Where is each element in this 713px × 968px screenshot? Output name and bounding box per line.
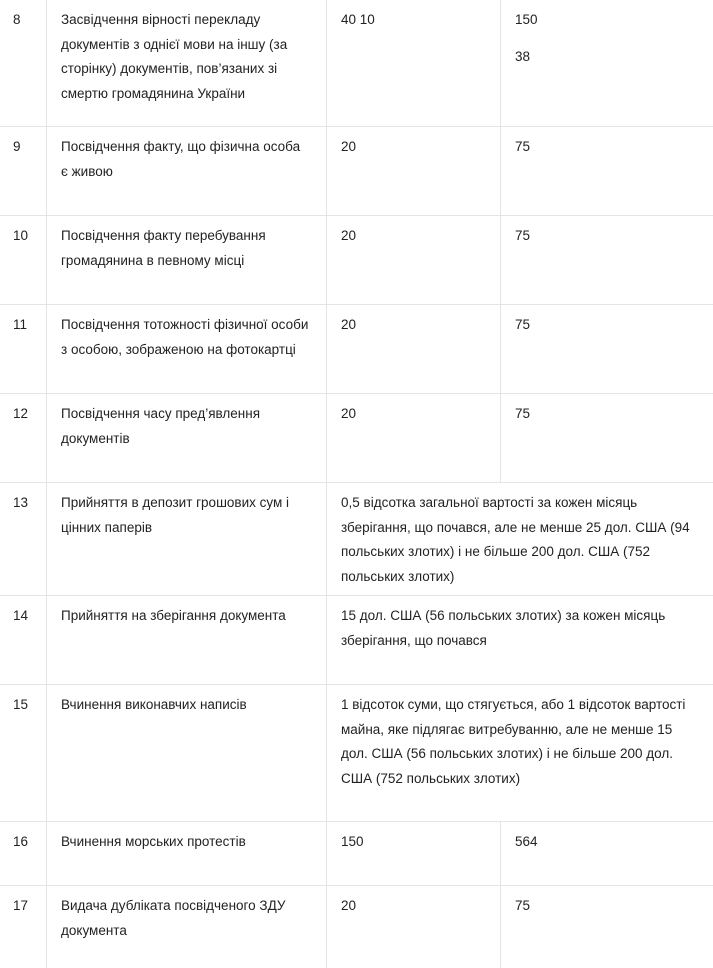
- fee-usd: 20: [327, 305, 501, 393]
- table-row: [0, 822, 713, 886]
- row-number: 16: [0, 822, 47, 885]
- fee-usd: 20: [327, 127, 501, 215]
- table-row: [0, 216, 713, 305]
- fee-usd: 150: [327, 822, 501, 885]
- row-number: 9: [0, 127, 47, 215]
- fee-pln: 564: [515, 834, 538, 849]
- service-name: Прийняття в депозит грошових сум і цінних паперів: [47, 483, 327, 595]
- table-row: [0, 394, 713, 483]
- table-row: [0, 0, 713, 127]
- table-row: [0, 886, 713, 968]
- table-row: [0, 483, 713, 596]
- fee-usd: 40 10: [327, 0, 501, 126]
- service-name: Вчинення виконавчих написів: [47, 685, 327, 821]
- table-row: [0, 596, 713, 685]
- row-number: 13: [0, 483, 47, 595]
- fee-pln: [501, 0, 713, 126]
- fee-pln: 75: [515, 898, 531, 913]
- fee-pln: 75: [515, 139, 531, 154]
- service-name: Посвідчення тотожності фізичної особи з особою, зображеною на фотокартці: [47, 305, 327, 393]
- row-number: 12: [0, 394, 47, 482]
- fee-usd: 20: [327, 216, 501, 304]
- row-number: 10: [0, 216, 47, 304]
- fee-pln: 75: [515, 317, 531, 332]
- service-name: Посвідчення факту, що фізична особа є живою: [47, 127, 327, 215]
- fee-description: 0,5 відсотка загальної вартості за кожен місяць зберігання, що почався, але не менше 25 дол. США (94 польських злотих) і не більше 200 дол. США (752 польських злотих): [341, 495, 690, 584]
- fee-description: 1 відсоток суми, що стягується, або 1 відсоток вартості майна, яке підлягає витребуванню, але не менше 15 дол. США (56 польських злотих) і не більше 200 дол. США (752 польських злотих): [341, 697, 686, 786]
- fee-pln-value-secondary: 38: [515, 48, 531, 64]
- row-number: 11: [0, 305, 47, 393]
- service-name: Видача дубліката посвідченого ЗДУ документа: [47, 886, 327, 968]
- service-name: Посвідчення часу пред’явлення документів: [47, 394, 327, 482]
- row-number: 15: [0, 685, 47, 821]
- fee-pln: 75: [515, 406, 531, 421]
- table-row: [0, 685, 713, 822]
- service-name: Посвідчення факту перебування громадянина в певному місці: [47, 216, 327, 304]
- fee-usd: 20: [327, 886, 501, 968]
- service-name: Вчинення морських протестів: [47, 822, 327, 885]
- service-name: Засвідчення вірності перекладу документів з однієї мови на іншу (за сторінку) документів, пов’язаних зі смертю громадянина України: [47, 0, 327, 126]
- fee-description: 15 дол. США (56 польських злотих) за кожен місяць зберігання, що почався: [341, 608, 666, 648]
- fee-usd: 20: [327, 394, 501, 482]
- row-number: 14: [0, 596, 47, 684]
- row-number: 8: [0, 0, 47, 126]
- fee-pln: 75: [515, 228, 531, 243]
- fee-pln-value: 150: [515, 12, 538, 27]
- service-name: Прийняття на зберігання документа: [47, 596, 327, 684]
- table-row: [0, 127, 713, 216]
- row-number: 17: [0, 886, 47, 968]
- table-row: [0, 305, 713, 394]
